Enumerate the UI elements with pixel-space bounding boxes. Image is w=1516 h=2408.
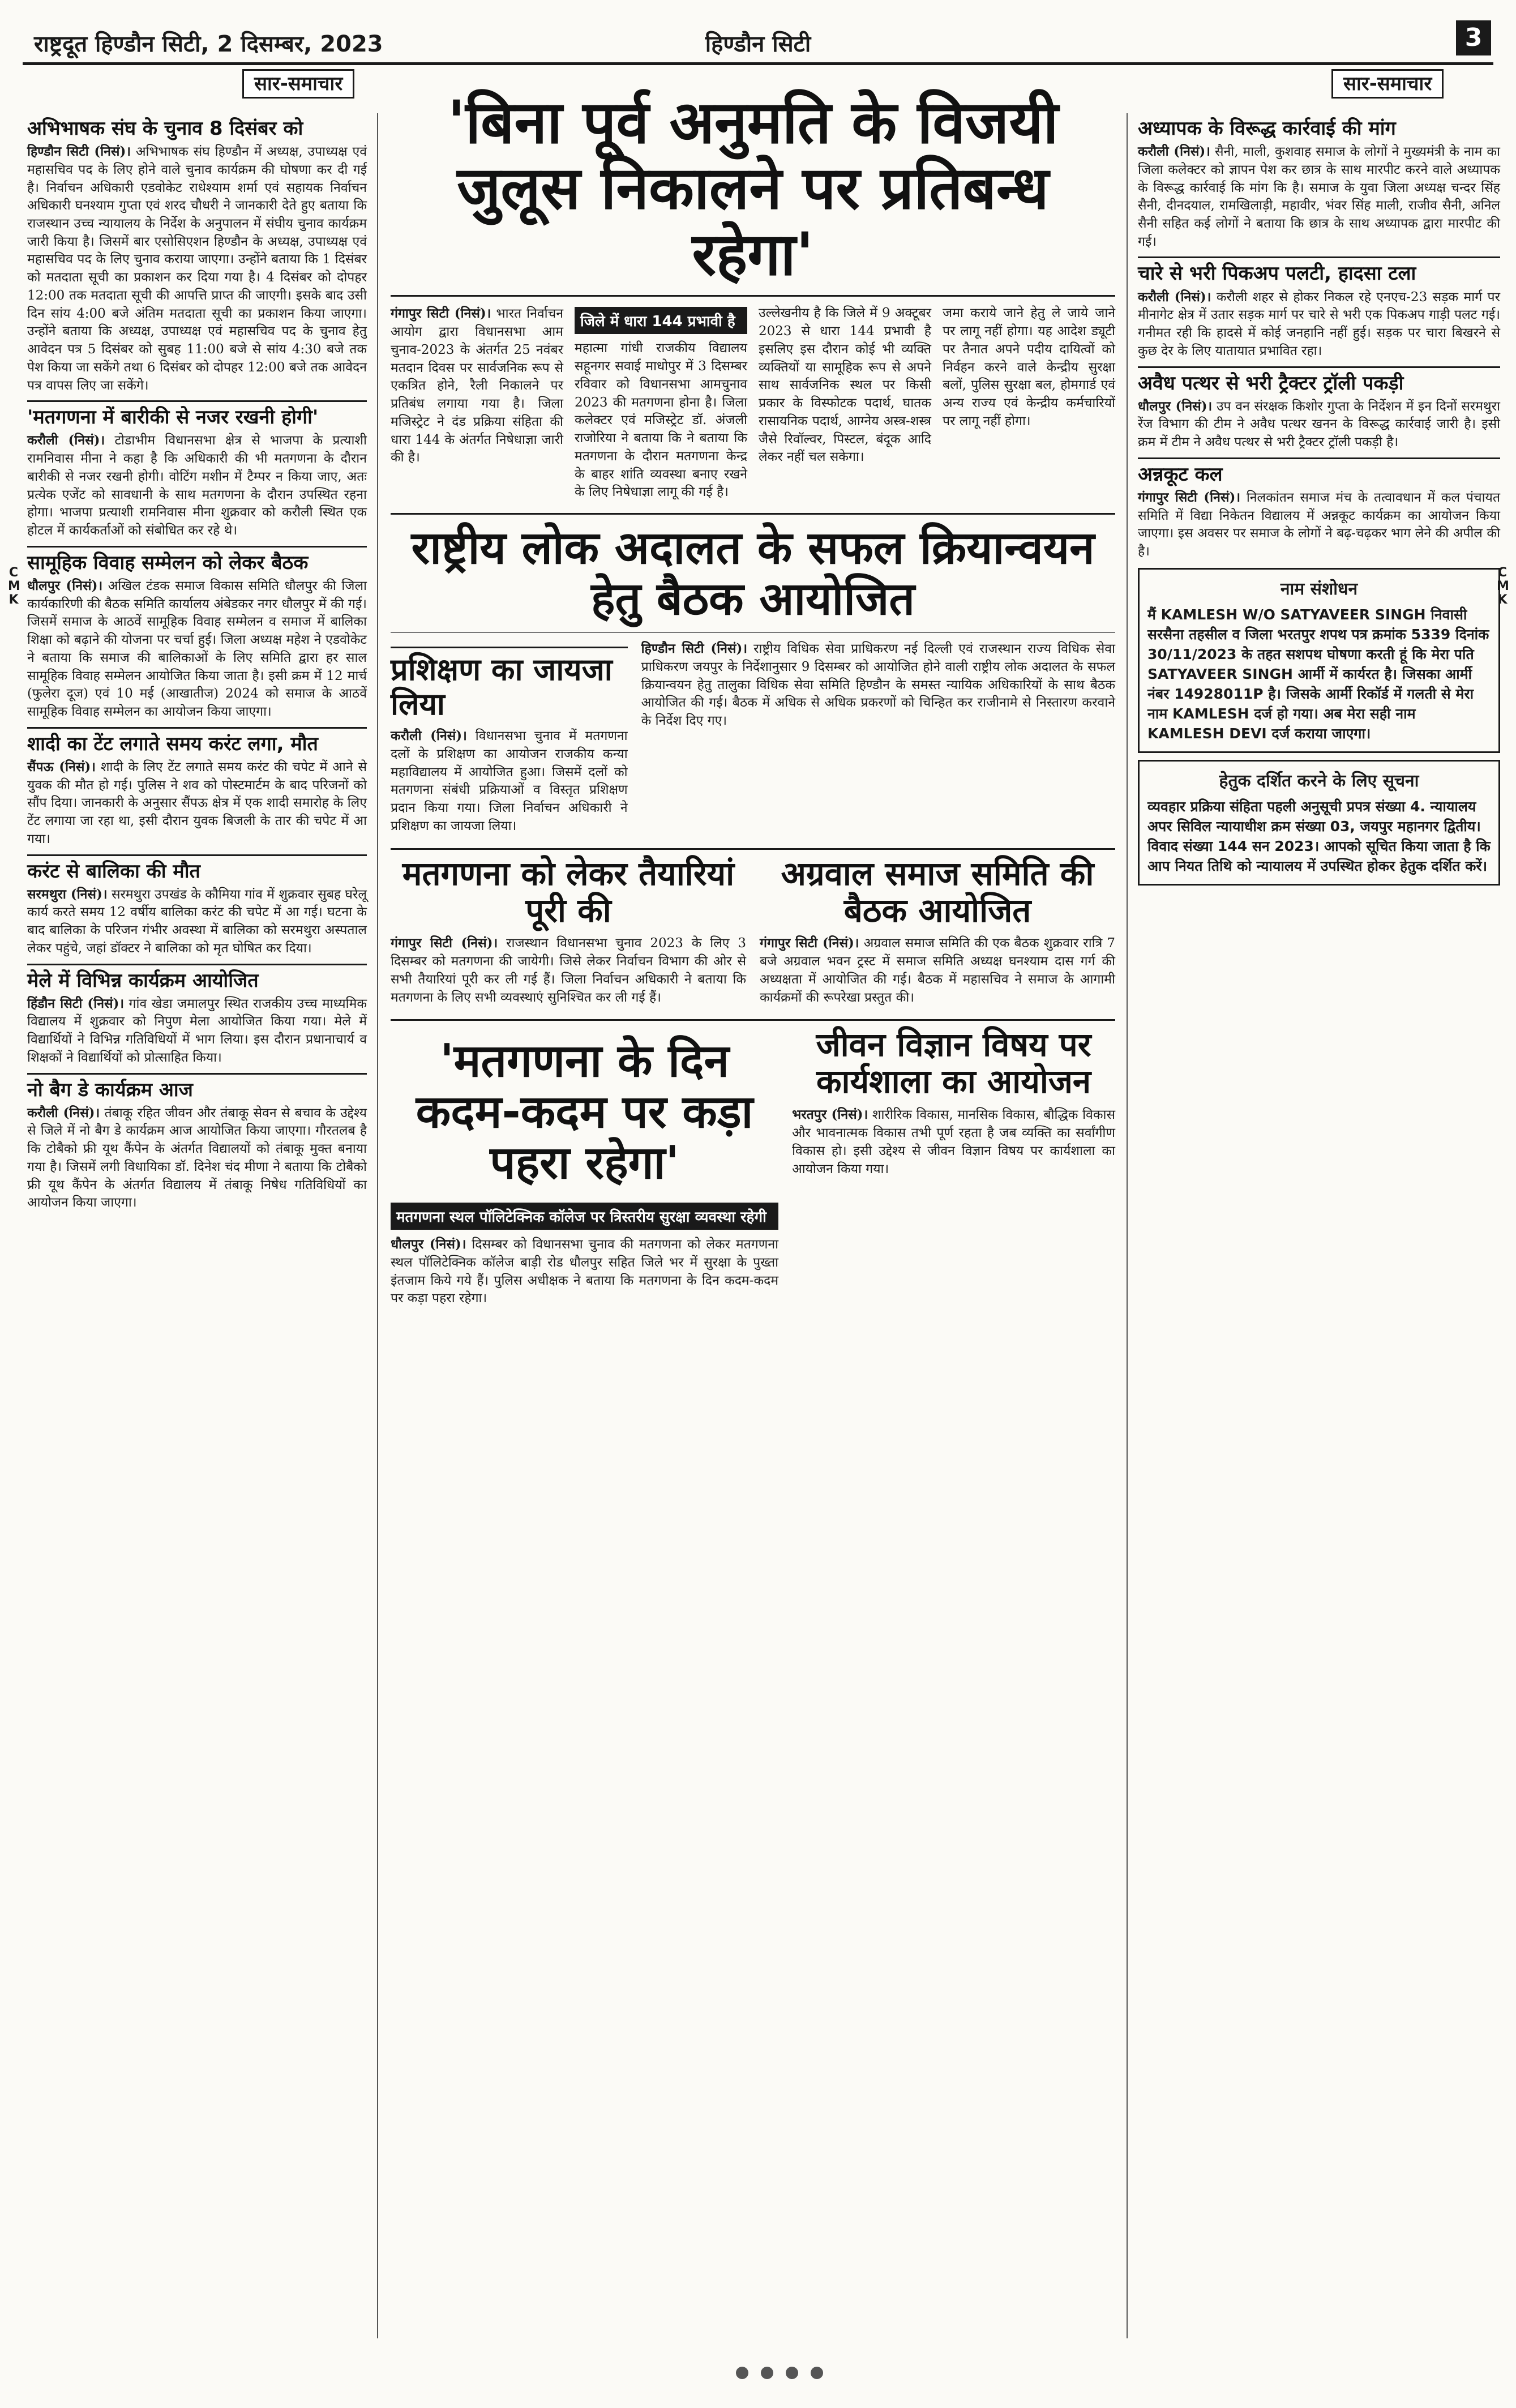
story-body [1138, 397, 1500, 452]
center-column [391, 79, 1115, 2344]
story-body: अग्रवाल समाज समिति की एक बैठक शुक्रवार रात्रि 7 बजे अग्रवाल भवन ट्रस्ट में समाज समिति अध्यक्ष घनश्याम दास गर्ग की अध्यक्षता में आयोजित की गई। बैठक में महासचिव ने समाज के आगामी कार्यक्रमों की रूपरेखा प्रस्तुत की। [760, 936, 1115, 1005]
lead-para-4: जमा कराये जाने हेतु ले जाये जाने पर लागू नहीं होगा। यह आदेश ड्यूटी पर तैनात अपने पदीय दायित्वों को निर्वहन करने वाले केन्द्रीय सुरक्षा बलों, पुलिस सुरक्षा बल, होमगार्ड एवं अन्य राज्य एवं केन्द्रीय कर्मचारियों पर लागू नहीं होगा। [943, 306, 1115, 429]
left-column [27, 72, 378, 2338]
dateline: सैंपऊ (निसं)। [27, 759, 96, 775]
story-text: सरमथुरा उपखंड के कौमिया गांव में शुक्रवार सुबह घरेलू कार्य करते समय 12 वर्षीय बालिका करंट की चपेट में आ गई। घटना के बाद बालिका के परिजन गंभीर अवस्था में बालिका को सरमथुरा अस्पताल लेकर पहुंचे, जहां डॉक्टर ने बालिका को मृत घोषित कर दिया। [27, 887, 367, 956]
lead-story [391, 305, 1115, 506]
story-headline: अन्नकूट कल [1138, 457, 1500, 485]
story-body [27, 758, 367, 849]
story-headline: शादी का टेंट लगाते समय करंट लगा, मौत [27, 727, 367, 755]
story-text: निलकांतन समाज मंच के तत्वावधान में कल पंचायत समिति में विद्या निकेतन विद्यालय में अन्नकूट कार्यक्रम का आयोजन किया जाएगा। इस अवसर पर समाज के लोगों ने बढ़-चढ़कर भाग लेने की अपील की है। [1138, 490, 1500, 559]
story-text: करौली शहर से होकर निकल रहे एनएच-23 सड़क मार्ग पर मीनागेट क्षेत्र में उतार सड़क मार्ग पर चारे से भरी एक पिकअप गाड़ी पलट गई। गनीमत रही कि हादसे में कोई जनहानि नहीं हुई। सड़क पर चारा बिखरने से कुछ देर के लिए यातायात प्रभावित रहा। [1138, 289, 1500, 358]
dateline: सरमथुरा (निसं)। [27, 886, 108, 902]
notice-body: व्यवहार प्रक्रिया संहिता पहली अनुसूची प्रपत्र संख्या 4. न्यायालय अपर सिविल न्यायाधीश क्रम संख्या 03, जयपुर महानगर द्वितीय। विवाद संख्या 144 सन 2023। आपको सूचित किया जाता है कि आप नियत तिथि को न्यायालय में उपस्थित होकर हेतुक दर्शित करें। [1147, 798, 1491, 874]
story-headline: मेले में विभिन्न कार्यक्रम आयोजित [27, 964, 367, 991]
story-text: उप वन संरक्षक किशोर गुप्ता के निर्देशन में इन दिनों सरमथुरा रेंज विभाग की टीम ने अवैध पत्थर खनन के विरूद्ध कार्रवाई जारी है। इसी क्रम में टीम ने अवैध पत्थर से भरी ट्रैक्टर ट्रॉली पकड़ी है। [1138, 399, 1500, 450]
dateline: गंगापुर सिटी (निसं)। [760, 935, 859, 951]
story-headline: अध्यापक के विरूद्ध कार्रवाई की मांग [1138, 117, 1396, 140]
story-headline-workshop: जीवन विज्ञान विषय पर कार्यशाला का आयोजन [816, 1025, 1091, 1101]
dateline: करौली (निसं)। [1138, 289, 1211, 305]
registration-dot [811, 2367, 823, 2379]
notice-title: हेतुक दर्शित करने के लिए सूचना [1219, 771, 1419, 791]
story-headline-security: 'मतगणना के दिन कदम-कदम पर कड़ा पहरा रहेगा' [416, 1034, 753, 1189]
story-text: अभिभाषक संघ हिण्डौन में अध्यक्ष, उपाध्यक्ष एवं महासचिव पद के लिए होने वाले चुनाव कार्यक्रम की घोषणा कर दी गई है। निर्वाचन अधिकारी एडवोकेट राधेश्याम शर्मा एवं सहायक निर्वाचन अधिकारी घनश्याम गुप्ता एवं शरद चौधरी ने जानकारी देते हुए बताया कि राजस्थान उच्च न्यायालय के निर्देश के अनुपालन में संघीय चुनाव कार्यक्रम जारी किया है। जिसमें बार एसोसिएशन हिण्डौन के अध्यक्ष, उपाध्यक्ष एवं महासचिव पद के लिए चुनाव कराया जाएगा। उन्होंने बताया कि 1 दिसंबर को मतदाता सूची का प्रकाशन कर दिया गया है। 4 दिसंबर को दोपहर 12:00 तक मतदाता सूची की आपत्ति प्राप्त की जाएगी। इसके बाद उसी दिन सांय 4:00 बजे अंतिम मतदाता सूची का प्रकाशन किया जाएगा। उन्होंने बताया कि अध्यक्ष, उपाध्यक्ष एवं महासचिव पद के चुनाव हेतु आवेदन पत्र 5 दिसंबर को सुबह 11:00 बजे से सांय 4:30 बजे तक पेश किया जा सकेंगे तथा 6 दिसंबर को दोपहर 12:00 बजे तक आवेदन पत्र वापस लिए जा सकेंगे। [27, 144, 367, 393]
story-headline: अवैध पत्थर से भरी ट्रैक्टर ट्रॉली पकड़ी [1138, 366, 1500, 394]
story-body [27, 431, 367, 540]
story-body: शारीरिक विकास, मानसिक विकास, बौद्धिक विकास और भावनात्मक विकास तभी पूर्ण रहता है जब व्यक्ति का सर्वांगीण विकास हो। इसी उद्देश्य से जीवन विज्ञान विषय पर कार्यशाला का आयोजन किया गया। [792, 1107, 1115, 1177]
story-body [1138, 489, 1500, 561]
boxed-subhead: जिले में धारा 144 प्रभावी है [575, 307, 747, 334]
story-body: राजस्थान विधानसभा चुनाव 2023 के लिए 3 दिसम्बर को मतगणना की जायेगी। जिसे लेकर निर्वाचन विभाग की ओर से सभी तैयारियां पूरी कर ली गई हैं। जिला निर्वाचन अधिकारी ने बताया कि मतगणना के लिए सभी व्यवस्थाएं सुनिश्चित कर ली गई हैं। [391, 936, 746, 1005]
story-body [27, 577, 367, 721]
story-body: राष्ट्रीय विधिक सेवा प्राधिकरण नई दिल्ली एवं राजस्थान राज्य विधिक सेवा प्राधिकरण जयपुर के निर्देशानुसार 9 दिसम्बर को आयोजित होने वाली राष्ट्रीय लोक अदालत के सफल क्रियान्वयन हेतु तालुका विधिक सेवा समिति हिण्डौन के समस्त न्यायिक अधिकारियों के साथ बैठक आयोजित की गई। बैठक में अधिक से अधिक प्रकरणों को चिन्हित कर राजीनामे से निस्तारण करवाने के निर्देश दिए गए। [641, 641, 1115, 729]
story-body [1138, 143, 1500, 251]
story-body: विधानसभा चुनाव में मतगणना दलों के प्रशिक्षण का आयोजन राजकीय कन्या महाविद्यालय में आयोजित हुआ। जिसमें दलों को मतगणना संबंधी प्रक्रियाओं व विस्तृत प्रशिक्षण प्रदान किया गया। जिला निर्वाचन अधिकारी ने प्रशिक्षण का जायजा लिया। [391, 729, 628, 833]
masthead-section: हिण्डौन सिटी [705, 31, 811, 57]
story-body [27, 886, 367, 958]
lead-para-3: उल्लेखनीय है कि जिले में 9 अक्टूबर 2023 से धारा 144 प्रभावी है इसलिए इस दौरान कोई भी व्यक्ति व्यक्तियों या सामूहिक रूप से अपने साथ सार्वजनिक स्थल पर किसी प्रकार के विस्फोटक पदार्थ, घातक रासायनिक पदार्थ, आग्नेय अस्त्र-शस्त्र जैसे रिवॉल्वर, पिस्टल, बंदूक आदि लेकर नहीं चल सकेगा। [759, 306, 931, 465]
story-text: तंबाकू रहित जीवन और तंबाकू सेवन से बचाव के उद्देश्य से जिले में नो बैग डे कार्यक्रम आज आयोजित किया जाएगा। गौरतलब है कि टोबैको फ्री यूथ कैंपेन के अंतर्गत विद्यालयों को तंबाकू मुक्त बनाया गया है। जिसमें लगी विधायिका डॉ. दिनेश चंद मीणा ने बताया कि टोबैको फ्री यूथ कैंपेन के अंतर्गत विद्यालय में तंबाकू निषेध गतिविधियों का आयोजन किया जाएगा। [27, 1105, 367, 1211]
story-headline-counting: मतगणना को लेकर तैयारियां पूरी की [402, 854, 735, 930]
footer-registration-dots [736, 2367, 823, 2379]
dateline: धौलपुर (निसं)। [27, 578, 103, 593]
story-headline: नो बैग डे कार्यक्रम आज [27, 1073, 367, 1101]
story-headline-agrawal: अग्रवाल समाज समिति की बैठक आयोजित [781, 854, 1094, 930]
story-text: अखिल टंडक समाज विकास समिति धौलपुर की जिला कार्यकारिणी की बैठक समिति कार्यालय अंबेडकर नगर धौलपुर में की गई। जिसमें समाज के आठवें सामूहिक विवाह सम्मेलन व समाज में बालिका शिक्षा को बढ़ाने की योजना पर चर्चा हुई। जिला अध्यक्ष महेश ने एडवोकेट ने बताया कि समाज की बालिकाओं के लिए समिति द्वारा हर साल सामूहिक विवाह सम्मेलन आयोजित किया जाता है। इसी क्रम में 12 मार्च (फुलेरा दूज) एवं 10 मई (आखातीज) 2024 को समाज के आठवें सामूहिक विवाह सम्मेलन का आयोजन किया जाएगा। [27, 578, 367, 720]
lead-headline: 'बिना पूर्व अनुमति के विजयी जुलूस निकालने पर प्रतिबन्ध रहेगा' [391, 79, 1115, 297]
dateline: हिंडौन सिटी (निसं)। [27, 995, 125, 1011]
story-body [27, 995, 367, 1067]
page-number: 3 [1456, 20, 1491, 55]
legal-notice [1138, 760, 1500, 886]
story-body [27, 143, 367, 395]
dateline: करौली (निसं)। [27, 1105, 100, 1120]
story-headline: अभिभाषक संघ के चुनाव 8 दिसंबर को [27, 117, 303, 140]
dateline: गंगापुर सिटी (निसं)। [1138, 489, 1241, 505]
story-body [1138, 288, 1500, 361]
masthead [23, 17, 1493, 65]
section-tag-right: सार-समाचार [1331, 69, 1444, 99]
story-text: गांव खेडा जमालपुर स्थित राजकीय उच्च माध्यमिक विद्यालय में शुक्रवार को निपुण मेला आयोजित किया गया। मेले में विद्यार्थियों ने विभिन्न गतिविधियों में भाग लिया। इस दौरान प्रधानाचार्य व शिक्षकों ने विद्यार्थियों को प्रोत्साहित किया। [27, 996, 367, 1065]
dateline: धौलपुर (निसं)। [391, 1237, 466, 1252]
story-headline: चारे से भरी पिकअप पलटी, हादसा टला [1138, 256, 1500, 284]
story-body: दिसम्बर को विधानसभा चुनाव की मतगणना को लेकर मतगणना स्थल पॉलिटेक्निक कॉलेज बाड़ी रोड धौलपुर सहित जिले भर में सुरक्षा के पुख्ता इंतजाम किये गये हैं। पुलिस अधीक्षक ने बताया कि मतगणना के दिन कदम-कदम पर कड़ा पहरा रहेगा। [391, 1237, 779, 1306]
boxed-subhead: मतगणना स्थल पॉलिटेक्निक कॉलेज पर त्रिस्तरीय सुरक्षा व्यवस्था रहेगी [391, 1203, 778, 1230]
story-headline: सामूहिक विवाह सम्मेलन को लेकर बैठक [27, 546, 367, 574]
story-headline: करंट से बालिका की मौत [27, 854, 367, 882]
dateline: गंगापुर सिटी (निसं)। [391, 306, 491, 322]
story-text: टोडाभीम विधानसभा क्षेत्र से भाजपा के प्रत्याशी रामनिवास मीना ने कहा है कि अधिकारी की भी मतगणना के दौरान बारीकी से नजर रखनी होगी। वोटिंग मशीन में टैम्पर न किया जाए, अतः प्रत्येक एजेंट को सावधानी के साथ मतगणना के दौरान उपस्थित रहना होगा। भाजपा प्रत्याशी रामनिवास मीना शुक्रवार को करौली स्थित एक होटल में कार्यकर्ताओं को संबोधित कर रहे थे। [27, 433, 367, 538]
registration-dot [761, 2367, 773, 2379]
section-tag-left: सार-समाचार [242, 69, 354, 99]
name-change-notice [1138, 568, 1500, 753]
story-headline-lok-adalat: राष्ट्रीय लोक अदालत के सफल क्रियान्वयन हेतु बैठक आयोजित [391, 513, 1115, 633]
lead-para-1: भारत निर्वाचन आयोग द्वारा विधानसभा आम चुनाव-2023 के अंतर्गत 25 नवंबर मतदान दिवस पर सार्वजनिक रूप से एकत्रित होने, रैली निकालने पर प्रतिबंध लगाया गया है। जिला मजिस्ट्रेट ने दंड प्रक्रिया संहिता की धारा 144 के अंतर्गत निषेधाज्ञा जारी की है। [391, 306, 563, 465]
dateline: हिण्डौन सिटी (निसं)। [27, 144, 131, 160]
dateline: करौली (निसं)। [391, 728, 467, 744]
dateline: करौली (निसं)। [27, 433, 105, 448]
story-headline-training: प्रशिक्षण का जायजा लिया [391, 647, 628, 721]
notice-body: मैं KAMLESH W/O SATYAVEER SINGH निवासी सरसैना तहसील व जिला भरतपुर शपथ पत्र क्रमांक 5339 दिनांक 30/11/2023 के तहत सशपथ घोषणा करती हूं कि मेरा पति SATYAVEER SINGH आर्मी में कार्यरत है। जिसका आर्मी नंबर 14928011P है। जिसके आर्मी रिकॉर्ड में गलती से मेरा नाम KAMLESH दर्ज हो गया। अब मेरा सही नाम KAMLESH DEVI दर्ज कराया जाएगा। [1147, 606, 1489, 742]
story-text: सैनी, माली, कुशवाह समाज के लोगों ने मुख्यमंत्री के नाम का जिला कलेक्टर को ज्ञापन पेश कर छात्र के साथ मारपीट करने वाले अध्यापक के विरूद्ध कार्रवाई कि मांग कि है। समाज के युवा जिला अध्यक्ष चन्दर सिंह सैनी, दीनदयाल, रामखिलाड़ी, महावीर, भंवर सिंह माली, राजीव सैनी, अनिल सैनी सहित कई लोगों ने बताया कि छात्र के साथ अध्यापक द्वारा मारपीट की गई। [1138, 144, 1500, 249]
story-text: शादी के लिए टेंट लगाते समय करंट की चपेट में आने से युवक की मौत हो गई। पुलिस ने शव को पोस्टमार्टम के बाद परिजनों को सौंप दिया। जानकारी के अनुसार सैंपऊ क्षेत्र में एक शादी समारोह के लिए टेंट लगाया जा रहा था, इसी दौरान युवक बिजली के तार की चपेट में आ गया। [27, 759, 367, 846]
dateline: करौली (निसं)। [1138, 144, 1210, 160]
masthead-date: राष्ट्रदूत हिण्डौन सिटी, 2 दिसम्बर, 2023 [34, 31, 383, 57]
dateline: धौलपुर (निसं)। [1138, 398, 1213, 414]
right-column [1127, 72, 1500, 2338]
registration-mark-left: C M K [8, 566, 20, 608]
story-headline: 'मतगणना में बारीकी से नजर रखनी होगी' [27, 400, 367, 428]
dateline: गंगापुर सिटी (निसं)। [391, 935, 498, 951]
registration-dot [736, 2367, 748, 2379]
dateline: हिण्डौन सिटी (निसं)। [641, 641, 748, 657]
registration-mark-right: C M K [1497, 566, 1509, 608]
registration-dot [786, 2367, 798, 2379]
lead-para-2: महात्मा गांधी राजकीय विद्यालय सहूनगर सवाई माधोपुर में 3 दिसम्बर रविवार को विधानसभा आमचुनाव 2023 की मतगणना होना है। जिला कलेक्टर एवं मजिस्ट्रेट डॉ. अंजली राजोरिया ने बताया कि ने बताया कि मतगणना के दौरान मतगणना केन्द्र के बाहर शांति व्यवस्था बनाए रखने के लिए निषेधाज्ञा लागू की गई है। [575, 341, 747, 500]
story-body [27, 1104, 367, 1212]
notice-title: नाम संशोधन [1280, 579, 1358, 599]
dateline: भरतपुर (निसं)। [792, 1107, 868, 1123]
